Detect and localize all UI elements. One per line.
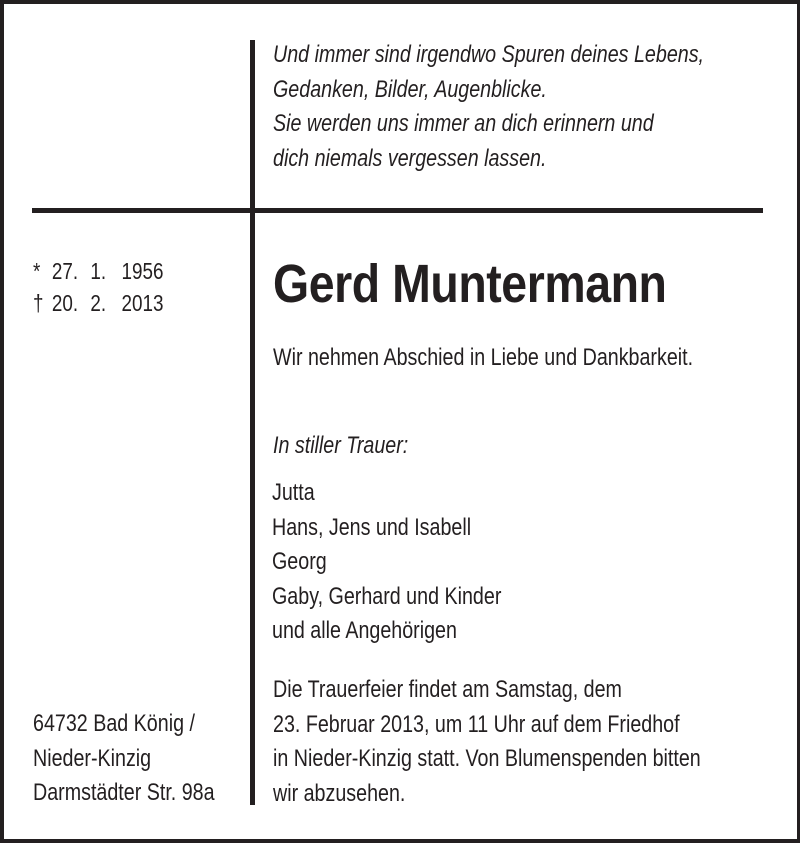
quote-line: dich niemals vergessen lassen. xyxy=(273,144,547,172)
death-cross-icon: † xyxy=(33,290,44,316)
birth-day: 27. xyxy=(51,258,79,284)
address-line: 64732 Bad König / xyxy=(33,710,195,737)
quote-line: Und immer sind irgendwo Spuren deines Lebens, xyxy=(273,41,705,68)
mourner: und alle Angehörigen xyxy=(272,617,457,644)
ceremony-line: in Nieder-Kinzig statt. Von Blumenspenden bitten xyxy=(273,745,701,772)
address-line: Darmstädter Str. 98a xyxy=(33,779,215,806)
ceremony-info xyxy=(273,673,701,811)
death-month: 2. xyxy=(90,290,107,316)
death-year: 2013 xyxy=(121,290,164,316)
mourner: Georg xyxy=(272,548,327,575)
mourner: Jutta xyxy=(272,479,315,506)
cross-horizontal-bar xyxy=(32,208,763,213)
birth-month: 1. xyxy=(90,258,107,284)
ceremony-line: Die Trauerfeier findet am Samstag, dem xyxy=(273,676,622,703)
death-day: 20. xyxy=(51,290,79,316)
quote-line: Sie werden uns immer an dich erinnern und xyxy=(273,110,654,137)
farewell-text: Wir nehmen Abschied in Liebe und Dankbarkeit. xyxy=(273,344,694,371)
birth-date xyxy=(33,255,164,287)
mourners-list xyxy=(272,476,501,649)
ceremony-line: 23. Februar 2013, um 11 Uhr auf dem Friedhof xyxy=(273,710,680,738)
death-date xyxy=(33,287,164,319)
family-address xyxy=(33,707,215,811)
cross-vertical-bar xyxy=(250,40,255,805)
birth-star-icon: * xyxy=(33,258,41,284)
mourner: Hans, Jens und Isabell xyxy=(272,513,472,541)
deceased-name: Gerd Muntermann xyxy=(273,254,667,314)
life-dates xyxy=(33,255,164,319)
ceremony-line: wir abzusehen. xyxy=(273,779,406,807)
mourning-label: In stiller Trauer: xyxy=(273,432,409,459)
memorial-quote xyxy=(273,38,704,176)
address-line: Nieder-Kinzig xyxy=(33,744,152,772)
mourner: Gaby, Gerhard und Kinder xyxy=(272,582,502,610)
quote-line: Gedanken, Bilder, Augenblicke. xyxy=(273,75,547,103)
birth-year: 1956 xyxy=(121,258,164,284)
